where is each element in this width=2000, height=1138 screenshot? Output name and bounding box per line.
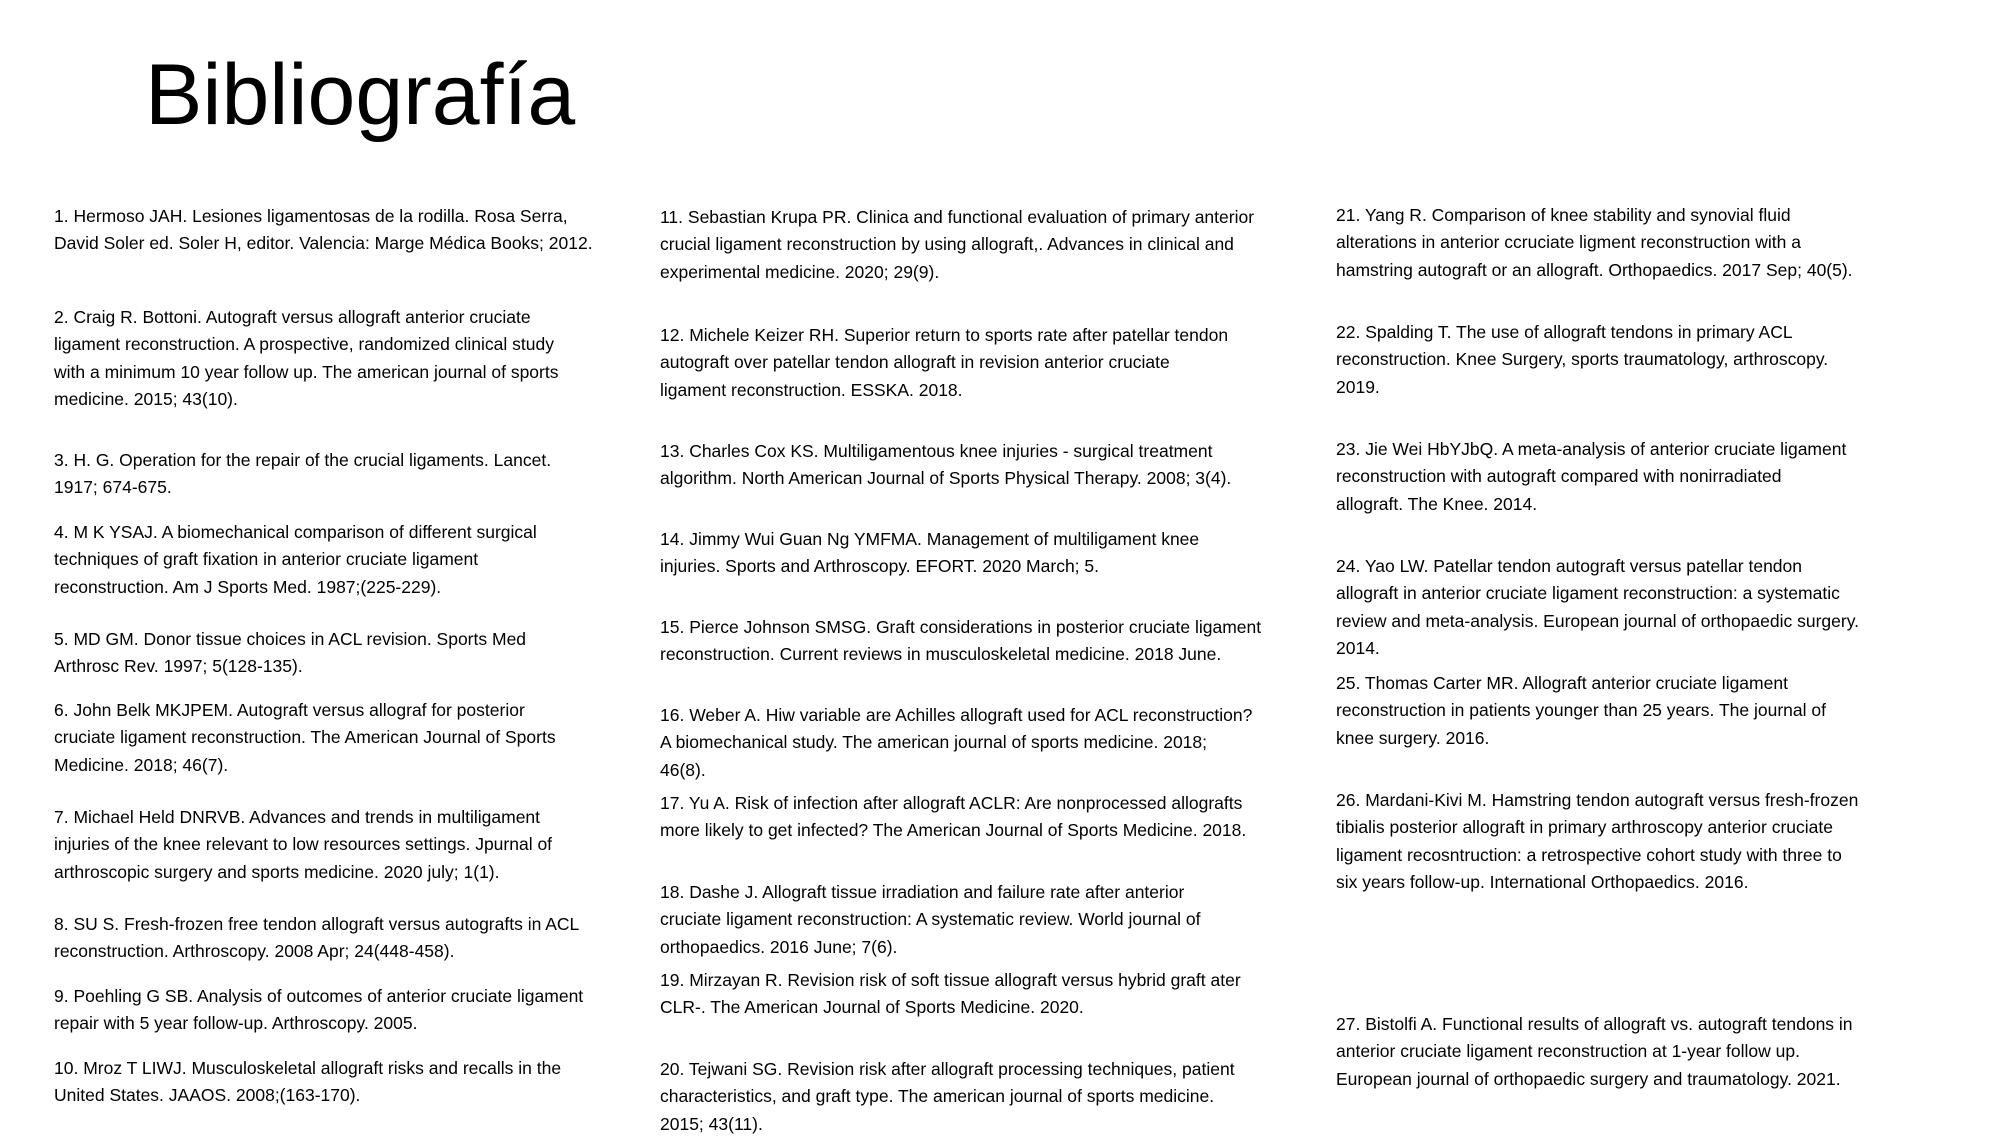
reference-item: 25. Thomas Carter MR. Allograft anterior cruciate ligament reconstruction in patients younger than 25 years. The journal of knee surgery. 2016. <box>1336 673 1826 748</box>
reference-item: 22. Spalding T. The use of allograft tendons in primary ACL reconstruction. Knee Surgery, sports traumatology, arthroscopy. 2019. <box>1336 322 1829 397</box>
reference-item: 11. Sebastian Krupa PR. Clinica and functional evaluation of primary anterior crucial ligament reconstruction by using allograft,. Advances in clinical and experimental medicine. 2020; 29(9). <box>660 207 1255 282</box>
reference-item: 5. MD GM. Donor tissue choices in ACL revision. Sports Med Arthrosc Rev. 1997; 5(128-135). <box>54 629 527 677</box>
reference-item: 21. Yang R. Comparison of knee stability and synovial fluid alterations in anterior ccruciate ligment reconstruction with a hamstring autograft or an allograft. Orthopaedics. 2017 Sep; 40(5). <box>1336 205 1853 280</box>
reference-item: 3. H. G. Operation for the repair of the crucial ligaments. Lancet. 1917; 674-675. <box>54 450 552 498</box>
reference-item: 26. Mardani-Kivi M. Hamstring tendon autograft versus fresh-frozen tibialis posterior allograft in primary arthroscopy anterior cruciate ligament recosntruction: a retrospective cohort study with three to six years follow-up. International Orthopaedics. 2016. <box>1336 790 1859 892</box>
reference-item: 23. Jie Wei HbYJbQ. A meta-analysis of anterior cruciate ligament reconstruction with autograft compared with nonirradiated allograft. The Knee. 2014. <box>1336 439 1847 514</box>
reference-item: 9. Poehling G SB. Analysis of outcomes of anterior cruciate ligament repair with 5 year follow-up. Arthroscopy. 2005. <box>54 986 584 1034</box>
reference-item: 14. Jimmy Wui Guan Ng YMFMA. Management of multiligament knee injuries. Sports and Arthroscopy. EFORT. 2020 March; 5. <box>660 529 1200 577</box>
slide-title: Bibliografía <box>145 47 576 143</box>
reference-item: 20. Tejwani SG. Revision risk after allograft processing techniques, patient characteristics, and graft type. The american journal of sports medicine. 2015; 43(11). <box>660 1059 1235 1134</box>
reference-item: 18. Dashe J. Allograft tissue irradiation and failure rate after anterior cruciate ligament reconstruction: A systematic review. World journal of orthopaedics. 2016 June; 7(6). <box>660 882 1201 957</box>
reference-item: 4. M K YSAJ. A biomechanical comparison of different surgical techniques of graft fixation in anterior cruciate ligament reconstruction. Am J Sports Med. 1987;(225-229). <box>54 522 537 597</box>
reference-item: 2. Craig R. Bottoni. Autograft versus allograft anterior cruciate ligament reconstruction. A prospective, randomized clinical study with a minimum 10 year follow up. The american journal of sports medicine. 2015; 43(10). <box>54 307 559 409</box>
reference-item: 16. Weber A. Hiw variable are Achilles allograft used for ACL reconstruction? A biomechanical study. The american journal of sports medicine. 2018; 46(8). <box>660 705 1253 780</box>
reference-item: 6. John Belk MKJPEM. Autograft versus allograf for posterior cruciate ligament reconstruction. The American Journal of Sports Medicine. 2018; 46(7). <box>54 700 556 775</box>
reference-item: 27. Bistolfi A. Functional results of allograft vs. autograft tendons in anterior cruciate ligament reconstruction at 1-year follow up. European journal of orthopaedic surgery and traumatology. 2021. <box>1336 1014 1853 1089</box>
reference-item: 1. Hermoso JAH. Lesiones ligamentosas de la rodilla. Rosa Serra, David Soler ed. Soler H, editor. Valencia: Marge Médica Books; 2012. <box>54 206 593 254</box>
reference-item: 15. Pierce Johnson SMSG. Graft considerations in posterior cruciate ligament reconstruction. Current reviews in musculoskeletal medicine. 2018 June. <box>660 617 1262 665</box>
reference-item: 19. Mirzayan R. Revision risk of soft tissue allograft versus hybrid graft ater CLR-. The American Journal of Sports Medicine. 2020. <box>660 970 1241 1018</box>
reference-item: 13. Charles Cox KS. Multiligamentous knee injuries - surgical treatment algorithm. North American Journal of Sports Physical Therapy. 2008; 3(4). <box>660 441 1232 489</box>
reference-item: 12. Michele Keizer RH. Superior return to sports rate after patellar tendon autograft over patellar tendon allograft in revision anterior cruciate ligament reconstruction. ESSKA. 2018. <box>660 325 1229 400</box>
reference-item: 10. Mroz T LIWJ. Musculoskeletal allograft risks and recalls in the United States. JAAOS. 2008;(163-170). <box>54 1058 562 1106</box>
reference-item: 24. Yao LW. Patellar tendon autograft versus patellar tendon allograft in anterior cruciate ligament reconstruction: a systematic review and meta-analysis. European journal of orthopaedic surgery. 2014. <box>1336 556 1860 658</box>
reference-item: 8. SU S. Fresh-frozen free tendon allograft versus autografts in ACL reconstruction. Arthroscopy. 2008 Apr; 24(448-458). <box>54 914 580 962</box>
reference-item: 17. Yu A. Risk of infection after allograft ACLR: Are nonprocessed allografts more likely to get infected? The American Journal of Sports Medicine. 2018. <box>660 793 1247 841</box>
reference-item: 7. Michael Held DNRVB. Advances and trends in multiligament injuries of the knee relevant to low resources settings. Jpurnal of arthroscopic surgery and sports medicine. 2020 july; 1(1). <box>54 807 553 882</box>
